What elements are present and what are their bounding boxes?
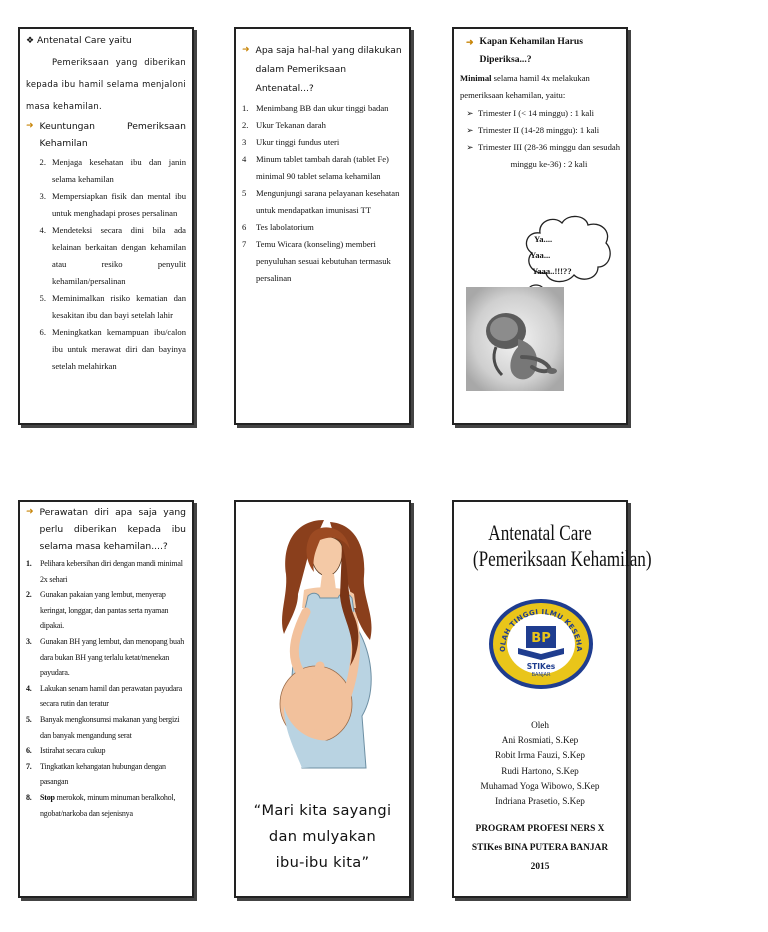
list-item: 5. Meminimalkan risiko kematian dan kesakitan ibu dan bayi setelah lahir [39, 293, 186, 320]
list-item: 4 Minum tablet tambah darah (tablet Fe) minimal 90 tablet selama kehamilan [242, 154, 389, 181]
panel4-heading: Perawatan diri apa saja yang perlu diberikan kepada ibu selama masa kehamilan....? [39, 507, 186, 552]
list-item: 3 Ukur tinggi fundus uteri [242, 137, 340, 147]
list-item: 8. Stop merokok, minum minuman beralkohol, ngobat/narkoba dan sejenisnya [26, 792, 176, 818]
arrow-bullet-icon: ➜ [466, 37, 474, 47]
logo-name-text: STIKes [526, 662, 556, 671]
list-item: 2. Gunakan pakaian yang lembut, menyerap keringat, longgar, dan pantas serta nyaman dipakai. [26, 590, 169, 631]
list-item: 5. Banyak mengkonsumsi makanan yang bergizi dan banyak mengandung serat [26, 714, 180, 740]
list-item: ➢ Trimester I (< 14 minggu) : 1 kali [460, 105, 620, 122]
stikes-logo [488, 598, 594, 690]
arrow-head-icon: ➢ [466, 108, 474, 118]
panel3-heading: Kapan Kehamilan Harus Diperiksa...? [479, 36, 583, 65]
panel-antenatal-procedures [234, 27, 411, 425]
arrow-bullet-icon: ➜ [26, 507, 34, 517]
institution-line: STIKes BINA PUTERA BANJAR [471, 843, 609, 853]
author-name: Rudi Hartono, S.Kep [501, 765, 579, 776]
logo-center-text: BP [531, 631, 551, 646]
by-label: Oleh [531, 720, 549, 730]
arrow-head-icon: ➢ [466, 125, 474, 135]
panel3-intro: Minimal selama hamil 4x melakukan pemeriksaan kehamilan, yaitu: [460, 73, 590, 100]
panel-pregnant-woman [234, 500, 411, 898]
author-name: Muhamad Yoga Wibowo, S.Kep [480, 780, 600, 791]
cover-title-line2: (Pemeriksaan Kehamilan) [472, 546, 652, 571]
panel2-heading: Apa saja hal-hal yang dilakukan dalam Pemeriksaan Antenatal...? [255, 45, 402, 94]
year-line: 2015 [530, 862, 550, 872]
list-item: 2. Ukur Tekanan darah [242, 120, 326, 130]
list-item: ➢ Trimester II (14-28 minggu): 1 kali [460, 122, 620, 139]
panel1-heading: Antenatal Care yaitu [37, 35, 132, 46]
list-item: 1. Menimbang BB dan ukur tinggi badan [242, 103, 389, 113]
list-item: 3. Gunakan BH yang lembut, dan menopang buah dara bukan BH yang terlalu ketat/menekan payudara. [26, 636, 184, 678]
self-care-list [26, 556, 186, 821]
author-name: Ani Rosmiati, S.Kep [501, 735, 579, 746]
trimester-list [460, 105, 620, 173]
cloud-text: Ya.... Yaa... Yaaa..!!!?? [530, 234, 572, 276]
procedures-list [242, 100, 403, 287]
diamond-bullet-icon: ❖ [26, 36, 35, 46]
list-item: ➢ Trimester III (28-36 minggu dan sesudah minggu ke-36) : 2 kali [460, 139, 620, 173]
list-item: 6. Istirahat secara cukup [26, 746, 106, 756]
logo-sub-text: BANJAR [531, 672, 551, 678]
motto-quote: “Mari kita sayangi dan mulyakan ibu-ibu kita” [253, 802, 392, 871]
author-name: Indriana Prasetio, S.Kep [495, 796, 585, 807]
list-item: 6 Tes labolatorium [242, 222, 314, 232]
list-item: 2. Menjaga kesehatan ibu dan janin selama kehamilan [39, 157, 186, 184]
list-item: 7 Temu Wicara (konseling) memberi penyuluhan sesuai kebutuhan termasuk persalinan [242, 239, 391, 283]
program-line: PROGRAM PROFESI NERS X [475, 824, 605, 834]
panel1-benefits-title: Keuntungan Pemeriksaan Kehamilan [39, 121, 186, 149]
fetus-image [466, 287, 564, 391]
panel-antenatal-definition [18, 27, 194, 425]
program-block [454, 820, 626, 877]
panel-cover [452, 500, 652, 898]
arrow-bullet-icon: ➜ [242, 45, 250, 55]
list-item: 5 Mengunjungi sarana pelayanan kesehatan untuk mendapatkan imunisasi TT [242, 188, 400, 215]
list-item: 1. Pelihara kebersihan diri dengan mandi minimal 2x sehari [26, 559, 183, 584]
list-item: 4. Lakukan senam hamil dan perawatan payudara secara rutin dan teratur [26, 683, 182, 709]
logo-emblem-icon [488, 598, 594, 690]
arrow-bullet-icon: ➜ [26, 121, 34, 131]
list-item: 6. Meningkatkan kemampuan ibu/calon ibu untuk merawat diri dan bayinya setelah melahirkan [39, 327, 186, 371]
list-item: 4. Mendeteksi secara dini bila ada kelainan berkaitan dengan kehamilan atau resiko penyulit kehamilan/persalinan [39, 225, 186, 286]
benefits-list [26, 154, 186, 375]
panel-when-to-check [452, 27, 628, 425]
cover-title-line1: Antenatal Care [488, 520, 592, 545]
list-item: 7. Tingkatkan kehangatan hubungan dengan pasangan [26, 761, 166, 787]
list-item: 3. Mempersiapkan fisik dan mental ibu untuk menghadapi proses persalinan [39, 191, 186, 218]
authors-block [454, 718, 626, 809]
panel-self-care [18, 500, 194, 898]
pregnant-woman-illustration [254, 516, 394, 768]
arrow-head-icon: ➢ [466, 142, 474, 152]
panel1-definition: Pemeriksaan yang diberikan kepada ibu hamil selama menjaloni masa kehamilan. [26, 57, 186, 111]
author-name: Robit Irma Fauzi, S.Kep [494, 750, 586, 761]
logo-ring-text: OLAH TINGGI ILMU KESEHA [498, 607, 584, 653]
